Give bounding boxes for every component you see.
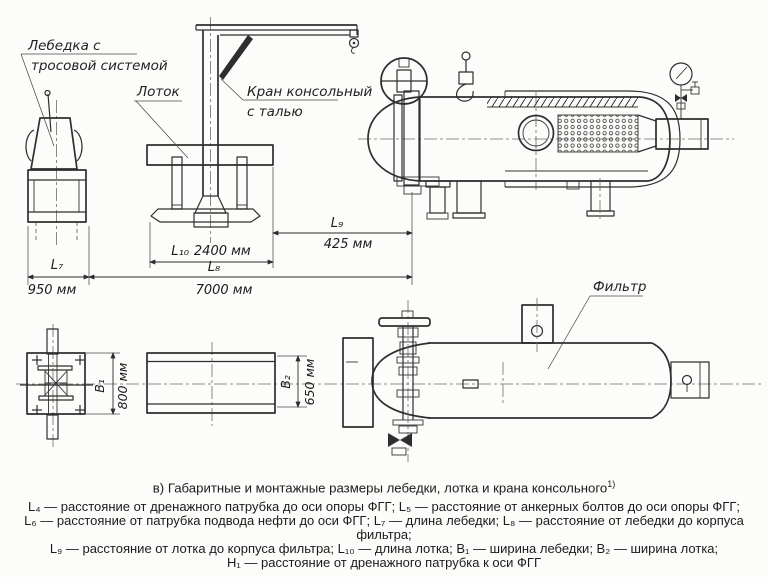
filter-label: Фильтр [593, 279, 647, 295]
tail-bracket [671, 362, 709, 398]
winch-label-line1: Лебедка с [28, 38, 101, 54]
dim-L7-value: 950 мм [27, 283, 77, 298]
hook-icon [457, 52, 474, 101]
dim-L8-name: L₈ [207, 260, 221, 275]
tray-label: Лоток [137, 84, 180, 100]
drain-valve-icon [388, 433, 400, 447]
crane-callout [221, 79, 373, 120]
outlet-nozzle [656, 119, 708, 149]
caption-text: в) Габаритные и монтажные размеры лебедки, лотка и крана консольного [152, 480, 608, 496]
crane-leader-line [221, 79, 243, 100]
filter-top-view [343, 298, 709, 462]
winch-label-line2: тросовой системой [31, 58, 168, 74]
insulation-hatch [487, 98, 638, 108]
winch-top-view [20, 324, 93, 450]
dimension-L9 [273, 216, 412, 252]
dim-L10-label: L₁₀ 2400 мм [171, 244, 251, 259]
dim-L9-value: 425 мм [323, 237, 373, 252]
crane-tray-front-view [147, 17, 359, 243]
crane-brace [219, 35, 253, 80]
legend-line-3: L₉ — расстояние от лотка до корпуса фильтра; L₁₀ — длина лотка; B₁ — ширина лебедки; B₂ — ширина лотка; [49, 541, 719, 556]
lifting-lug [522, 298, 553, 352]
filter-front-view [358, 52, 734, 222]
winch-drum [38, 366, 73, 400]
dim-L7-name: L₇ [50, 258, 64, 273]
filter-callout [548, 279, 646, 369]
dimension-L7 [28, 258, 89, 298]
dim-B1-value: 800 мм [115, 362, 130, 410]
drain-nozzle [426, 181, 450, 219]
tray-dish [151, 209, 260, 222]
dim-L8-value: 7000 мм [195, 283, 253, 298]
crane-label-line2: с талью [247, 104, 303, 120]
tray-callout [134, 84, 188, 158]
winch-base-frame [28, 170, 86, 222]
dimension-L8 [89, 260, 412, 298]
valve-assembly [379, 300, 430, 462]
tray-band [147, 145, 273, 165]
dim-B1-name: B₁ [92, 379, 107, 393]
tray-leader-line [136, 101, 188, 158]
legend-line-4: H₁ — расстояние от дренажного патрубка к оси ФГГ [227, 555, 541, 570]
winch-housing [31, 118, 77, 169]
crane-label-line1: Кран консольный [247, 84, 373, 100]
legend-line-1: L₄ — расстояние от дренажного патрубка до оси опоры ФГГ; L₅ — расстояние от анкерных болтов до оси опоры ФГГ; [28, 499, 740, 514]
dimension-B2 [277, 356, 317, 407]
legend-line-2: L₆ — расстояние от патрубка подвода нефти до оси ФГГ; L₇ — длина лебедки; L₈ — расстояние от лебедки до корпуса фильтра; [24, 513, 744, 542]
dim-L9-name: L₉ [330, 216, 344, 231]
caption-footnote-mark: 1) [607, 479, 616, 489]
dimension-B1 [86, 353, 130, 414]
dimension-legend [4, 500, 764, 570]
filter-end-plate [343, 338, 373, 427]
filter-leader-line [548, 296, 590, 369]
dim-B2-value: 650 мм [302, 358, 317, 406]
winch-front-view [26, 91, 86, 246]
dim-B2-name: B₂ [278, 375, 293, 389]
figure-caption [0, 479, 768, 495]
vessel-supports [453, 178, 614, 222]
